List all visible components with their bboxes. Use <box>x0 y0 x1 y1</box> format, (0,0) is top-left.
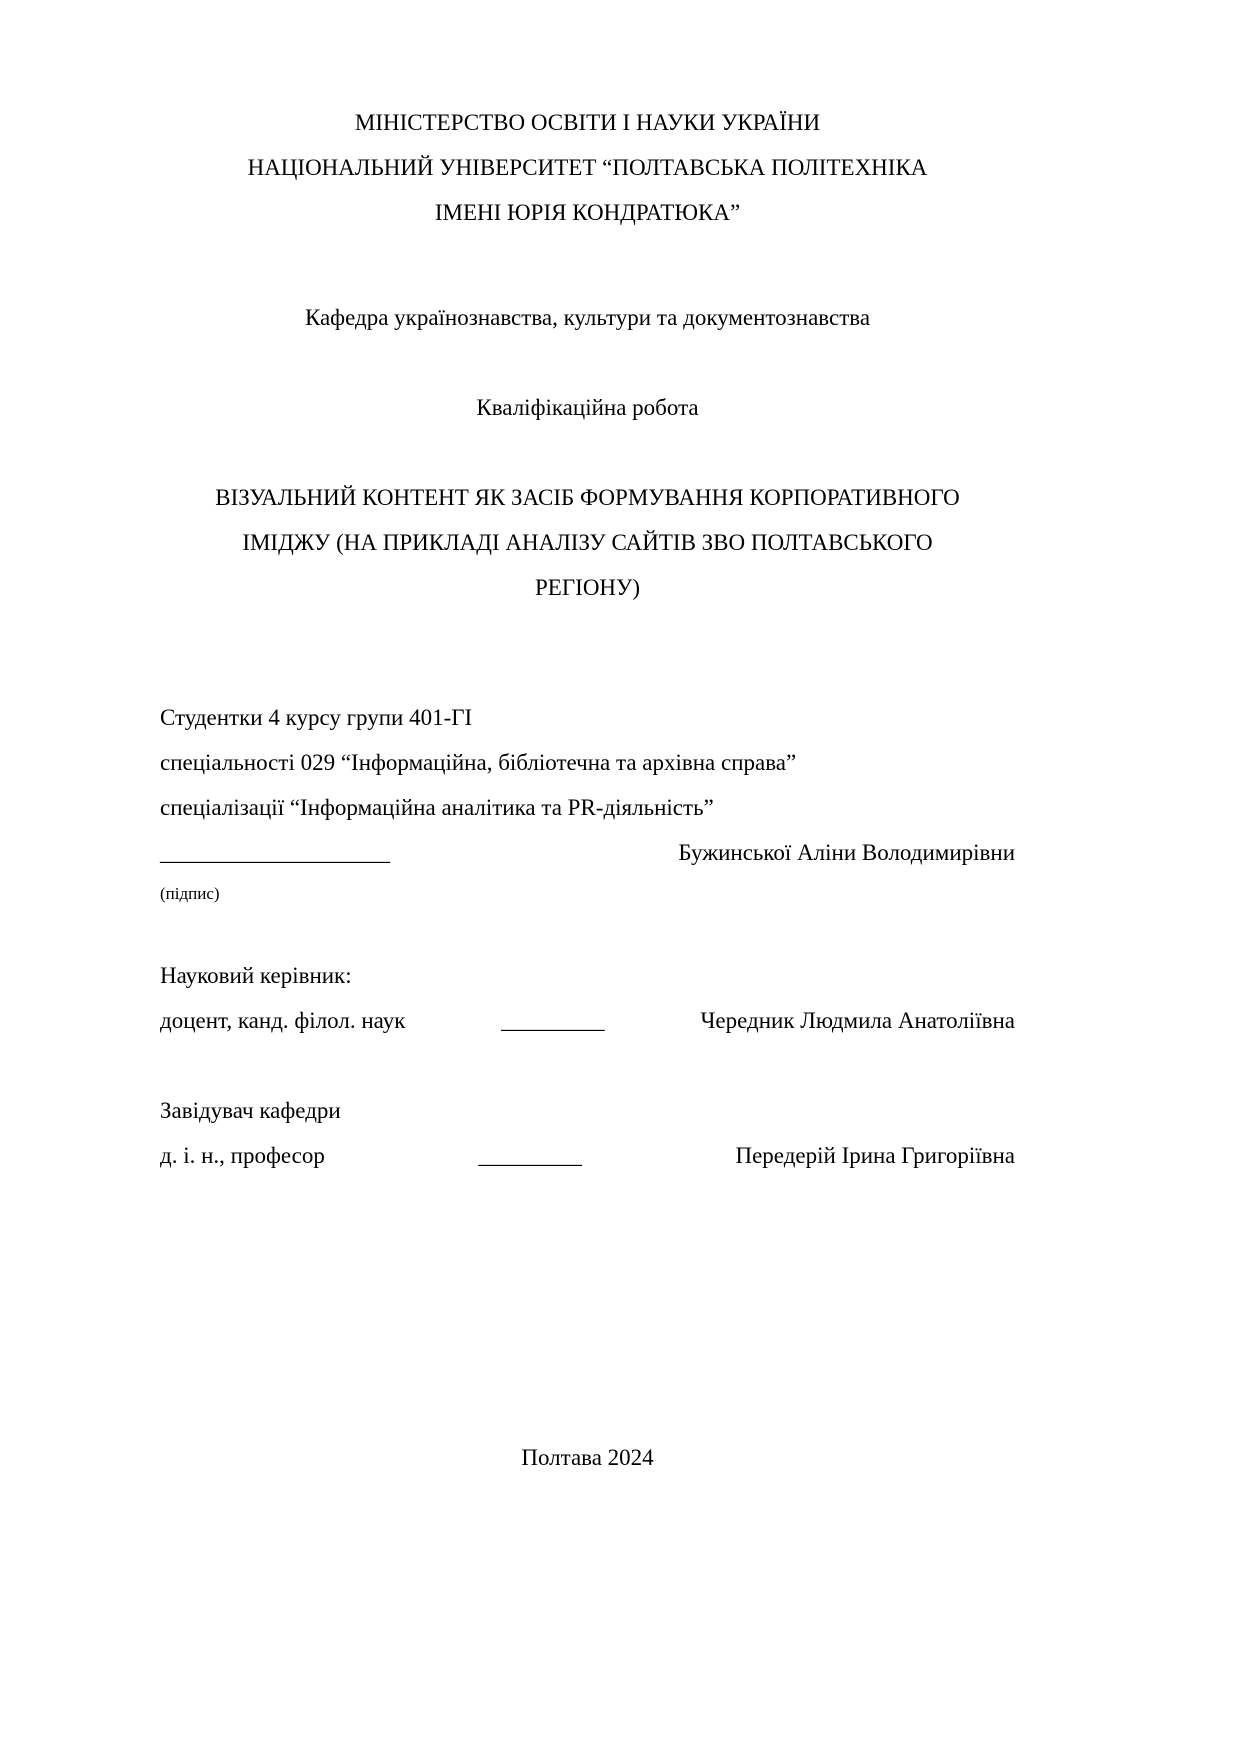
signature-caption: (підпис) <box>160 884 220 903</box>
student-info-line-2: спеціальності 029 “Інформаційна, бібліотечна та архівна справа” <box>160 750 797 775</box>
ministry-line: МІНІСТЕРСТВО ОСВІТИ І НАУКИ УКРАЇНИ <box>354 110 821 135</box>
document-header <box>160 100 1015 235</box>
department-line: Кафедра українознавства, культури та документознавства <box>304 305 871 330</box>
supervisor-label: Науковий керівник: <box>160 963 352 988</box>
supervisor-name: Чередник Людмила Анатоліївна <box>700 1008 1015 1033</box>
university-line-2: ІМЕНІ ЮРІЯ КОНДРАТЮКА” <box>434 200 741 225</box>
head-of-department-label: Завідувач кафедри <box>160 1098 341 1123</box>
supervisor-signature-line: _________ <box>501 1008 605 1033</box>
thesis-title-line-2: ІМІДЖУ (НА ПРИКЛАДІ АНАЛІЗУ САЙТІВ ЗВО ПОЛТАВСЬКОГО <box>242 530 933 555</box>
work-type-line: Кваліфікаційна робота <box>476 395 699 420</box>
thesis-title <box>160 475 1015 610</box>
footer-city-year: Полтава 2024 <box>521 1445 654 1470</box>
student-signature-row <box>160 830 1015 875</box>
supervisor-row <box>160 998 1015 1043</box>
university-line-1: НАЦІОНАЛЬНИЙ УНІВЕРСИТЕТ “ПОЛТАВСЬКА ПОЛІТЕХНІКА <box>247 155 928 180</box>
thesis-title-line-3: РЕГІОНУ) <box>535 575 640 600</box>
student-info-line-3: спеціалізації “Інформаційна аналітика та PR-діяльність” <box>160 795 714 820</box>
head-name: Передерій Ірина Григоріївна <box>735 1143 1015 1168</box>
student-info-line-1: Студентки 4 курсу групи 401-ГІ <box>160 705 473 730</box>
student-signature-line: ____________________ <box>160 840 390 865</box>
student-info-block <box>160 695 1015 913</box>
head-signature-line: _________ <box>478 1143 582 1168</box>
head-of-department-row <box>160 1133 1015 1178</box>
supervisor-degree: доцент, канд. філол. наук <box>160 1008 406 1033</box>
thesis-title-line-1: ВІЗУАЛЬНИЙ КОНТЕНТ ЯК ЗАСІБ ФОРМУВАННЯ КОРПОРАТИВНОГО <box>215 485 960 510</box>
head-degree: д. і. н., професор <box>160 1143 325 1168</box>
student-name: Бужинської Аліни Володимирівни <box>678 840 1015 865</box>
